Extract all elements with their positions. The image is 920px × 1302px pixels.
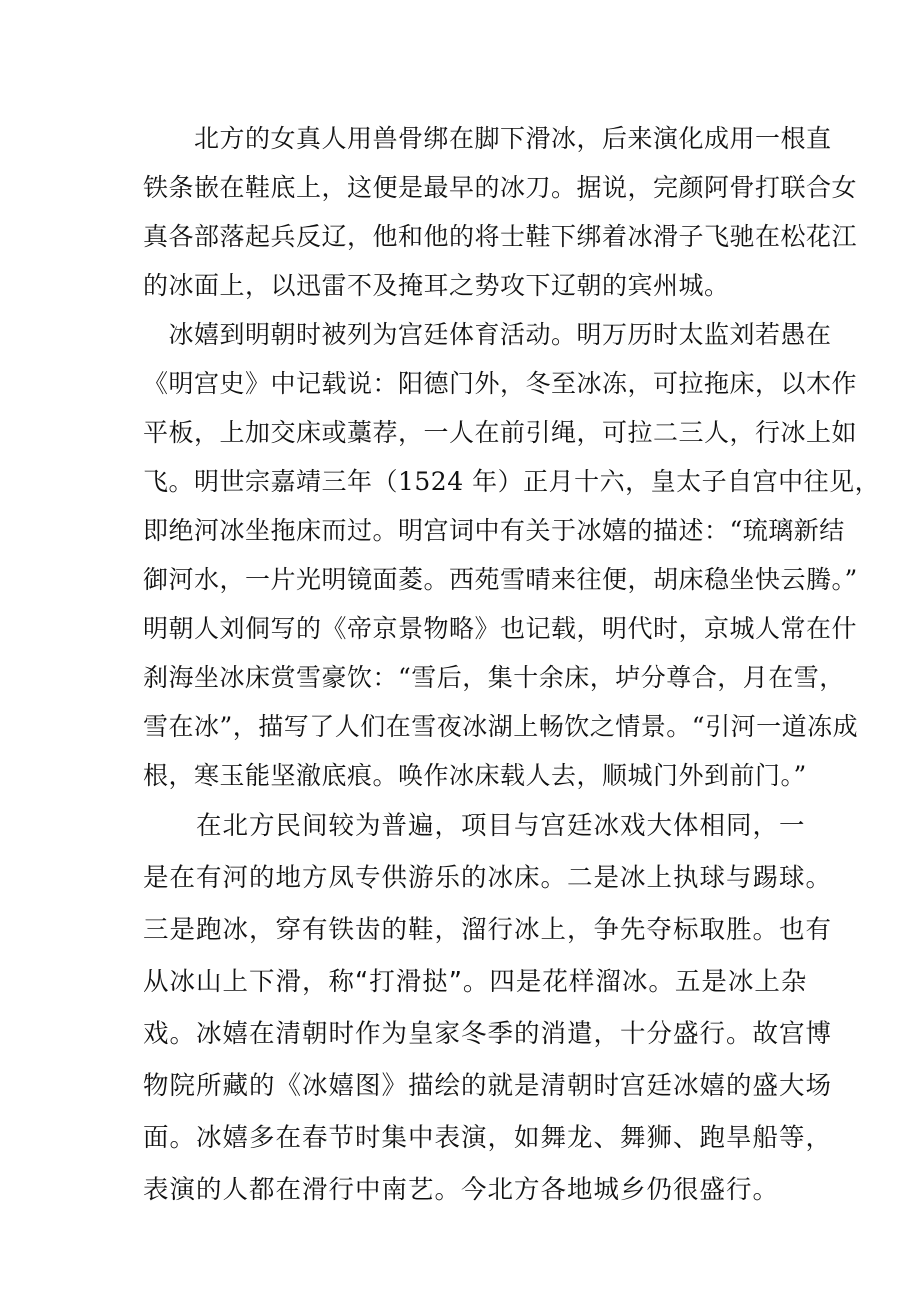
text-line: 刹海坐冰床赏雪豪饮：“雪后，集十余床，垆分尊合，月在雪， xyxy=(143,663,845,692)
text-line: 北方的女真人用兽骨绑在脚下滑冰，后来演化成用一根直 xyxy=(143,124,832,153)
text-line: 从冰山上下滑，称“打滑挞”。四是花样溜冰。五是冰上杂 xyxy=(143,967,808,997)
text-line: 平板，上加交床或藁荐，一人在前引绳，可拉二三人，行冰上如 xyxy=(143,418,858,447)
text-line: 即绝河冰坐拖床而过。明宫词中有关于冰嬉的描述：“琉璃新结 xyxy=(143,516,845,545)
paragraph-folk-ice-games xyxy=(143,800,833,1216)
text-line: 表演的人都在滑行中南艺。今北方各地城乡仍很盛行。 xyxy=(143,1175,780,1205)
text-line: 真各部落起兵反辽，他和他的将士鞋下绑着冰滑子飞驰在松花江 xyxy=(143,222,858,251)
text-line: 面。冰嬉多在春节时集中表演，如舞龙、舞狮、跑旱船等， xyxy=(143,1123,833,1153)
text-line: 是在有河的地方凤专供游乐的冰床。二是冰上执球与踢球。 xyxy=(143,863,833,893)
text-line: 在北方民间较为普遍，项目与宫廷冰戏大体相同，一 xyxy=(143,811,806,841)
paragraph-jurchen-skating xyxy=(143,114,858,310)
text-line: 御河水，一片光明镜面菱。西苑雪晴来往便，胡床稳坐快云腾。” xyxy=(143,565,858,594)
text-line: 飞。明世宗嘉靖三年（1524 年）正月十六，皇太子自宫中往见， xyxy=(143,467,881,496)
text-line: 《明宫史》中记载说：阳德门外，冬至冰冻，可拉拖床，以木作 xyxy=(143,369,858,398)
text-line: 物院所藏的《冰嬉图》描绘的就是清朝时宫廷冰嬉的盛大场 xyxy=(143,1071,833,1101)
text-line: 的冰面上，以迅雷不及掩耳之势攻下辽朝的宾州城。 xyxy=(143,271,730,300)
paragraph-ming-ice-games xyxy=(143,310,881,800)
text-line: 三是跑冰，穿有铁齿的鞋，溜行冰上，争先夺标取胜。也有 xyxy=(143,915,833,945)
text-line: 冰嬉到明朝时被列为宫廷体育活动。明万历时太监刘若愚在 xyxy=(143,320,832,349)
text-line: 明朝人刘侗写的《帝京景物略》也记载，明代时，京城人常在什 xyxy=(143,614,858,643)
text-line: 雪在冰”，描写了人们在雪夜冰湖上畅饮之情景。“引河一道冻成 xyxy=(143,712,859,741)
text-line: 根，寒玉能坚澈底痕。唤作冰床载人去，顺城门外到前门。” xyxy=(143,761,807,790)
text-line: 铁条嵌在鞋底上，这便是最早的冰刀。据说，完颜阿骨打联合女 xyxy=(143,173,858,202)
text-line: 戏。冰嬉在清朝时作为皇家冬季的消遣，十分盛行。故宫博 xyxy=(143,1019,833,1049)
